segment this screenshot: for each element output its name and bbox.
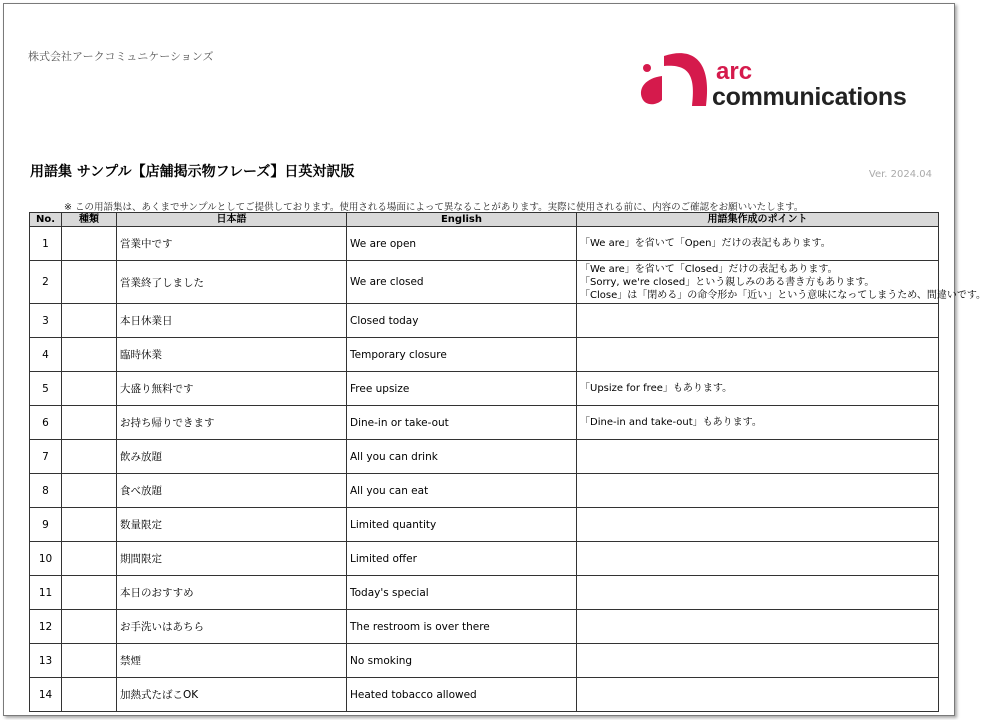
cell-japanese: 飲み放題 xyxy=(117,440,347,474)
table-row xyxy=(30,261,939,304)
cell-points xyxy=(577,338,939,372)
cell-japanese: 本日のおすすめ xyxy=(117,576,347,610)
table-row xyxy=(30,678,939,712)
column-header-english: English xyxy=(347,213,577,227)
cell-number: 13 xyxy=(30,644,62,678)
logo-wordmark-top: arc xyxy=(716,58,753,85)
cell-english: Closed today xyxy=(347,304,577,338)
cell-type xyxy=(62,678,117,712)
table-header-row xyxy=(30,213,939,227)
cell-english: We are open xyxy=(347,227,577,261)
cell-type xyxy=(62,576,117,610)
cell-points xyxy=(577,542,939,576)
cell-english: Heated tobacco allowed xyxy=(347,678,577,712)
cell-japanese: 加熱式たばこOK xyxy=(117,678,347,712)
cell-number: 1 xyxy=(30,227,62,261)
cell-number: 10 xyxy=(30,542,62,576)
table-row xyxy=(30,304,939,338)
cell-japanese: 臨時休業 xyxy=(117,338,347,372)
arc-logo-mark-icon xyxy=(636,44,716,114)
table-row xyxy=(30,440,939,474)
cell-english: No smoking xyxy=(347,644,577,678)
cell-type xyxy=(62,227,117,261)
point-line: 「Dine-in and take-out」もあります。 xyxy=(580,417,762,428)
cell-number: 12 xyxy=(30,610,62,644)
cell-number: 4 xyxy=(30,338,62,372)
cell-type xyxy=(62,610,117,644)
cell-english: Limited offer xyxy=(347,542,577,576)
cell-points xyxy=(577,304,939,338)
company-logo xyxy=(636,44,936,114)
cell-japanese: 営業終了しました xyxy=(117,261,347,304)
cell-english: All you can drink xyxy=(347,440,577,474)
point-line: 「Sorry, we're closed」という親しみのある書き方もあります。 xyxy=(580,276,875,288)
point-line: 「We are」を省いて「Open」だけの表記もあります。 xyxy=(580,238,831,249)
cell-points xyxy=(577,508,939,542)
cell-japanese: お持ち帰りできます xyxy=(117,406,347,440)
cell-japanese: お手洗いはあちら xyxy=(117,610,347,644)
version-label: Ver. 2024.04 xyxy=(868,169,932,180)
cell-english: Today's special xyxy=(347,576,577,610)
cell-japanese: 禁煙 xyxy=(117,644,347,678)
cell-number: 9 xyxy=(30,508,62,542)
logo-wordmark-bottom: communications xyxy=(712,83,907,111)
cell-points xyxy=(577,610,939,644)
cell-type xyxy=(62,304,117,338)
cell-english: Temporary closure xyxy=(347,338,577,372)
column-header-points: 用語集作成のポイント xyxy=(577,213,939,227)
document-page xyxy=(3,3,986,716)
point-line: 「We are」を省いて「Closed」だけの表記もあります。 xyxy=(580,263,838,275)
cell-english: Limited quantity xyxy=(347,508,577,542)
cell-points xyxy=(577,406,939,440)
cell-number: 3 xyxy=(30,304,62,338)
cell-points xyxy=(577,372,939,406)
cell-english: Dine-in or take-out xyxy=(347,406,577,440)
cell-japanese: 数量限定 xyxy=(117,508,347,542)
point-line: 「Close」は「閉める」の命令形か「近い」という意味になってしまうため、間違いです。 xyxy=(580,289,986,301)
cell-number: 5 xyxy=(30,372,62,406)
cell-number: 6 xyxy=(30,406,62,440)
column-header-no: No. xyxy=(30,213,62,227)
column-header-japanese: 日本語 xyxy=(117,213,347,227)
cell-type xyxy=(62,372,117,406)
table-row xyxy=(30,406,939,440)
table-row xyxy=(30,508,939,542)
document-title: 用語集 サンプル【店舗掲示物フレーズ】日英対訳版 xyxy=(30,164,355,180)
table-row xyxy=(30,227,939,261)
cell-type xyxy=(62,440,117,474)
company-name: 株式会社アークコミュニケーションズ xyxy=(28,50,214,63)
cell-type xyxy=(62,542,117,576)
cell-japanese: 期間限定 xyxy=(117,542,347,576)
glossary-table xyxy=(29,212,986,712)
cell-number: 14 xyxy=(30,678,62,712)
cell-english: We are closed xyxy=(347,261,577,304)
cell-points xyxy=(577,261,986,304)
cell-number: 7 xyxy=(30,440,62,474)
table-row xyxy=(30,644,939,678)
cell-english: All you can eat xyxy=(347,474,577,508)
table-row xyxy=(30,576,939,610)
cell-type xyxy=(62,261,117,304)
point-line: 「Upsize for free」もあります。 xyxy=(580,383,733,394)
cell-english: Free upsize xyxy=(347,372,577,406)
table-row xyxy=(30,542,939,576)
cell-japanese: 本日休業日 xyxy=(117,304,347,338)
cell-points xyxy=(577,440,939,474)
cell-type xyxy=(62,338,117,372)
disclaimer-note: ※ この用語集は、あくまでサンプルとしてご提供しております。使用される場面によって異なることがあります。実際に使用される前に、内容のご確認をお願いいたします。 xyxy=(64,202,804,213)
cell-type xyxy=(62,474,117,508)
cell-points xyxy=(577,576,939,610)
cell-points xyxy=(577,474,939,508)
table-row xyxy=(30,372,939,406)
cell-number: 2 xyxy=(30,261,62,304)
cell-type xyxy=(62,644,117,678)
cell-points xyxy=(577,678,939,712)
cell-type xyxy=(62,406,117,440)
cell-japanese: 食べ放題 xyxy=(117,474,347,508)
cell-number: 11 xyxy=(30,576,62,610)
cell-points xyxy=(577,227,939,261)
table-row xyxy=(30,338,939,372)
cell-japanese: 大盛り無料です xyxy=(117,372,347,406)
cell-japanese: 営業中です xyxy=(117,227,347,261)
cell-points xyxy=(577,644,939,678)
cell-number: 8 xyxy=(30,474,62,508)
cell-english: The restroom is over there xyxy=(347,610,577,644)
table-row xyxy=(30,474,939,508)
cell-type xyxy=(62,508,117,542)
table-row xyxy=(30,610,939,644)
column-header-type: 種類 xyxy=(62,213,117,227)
